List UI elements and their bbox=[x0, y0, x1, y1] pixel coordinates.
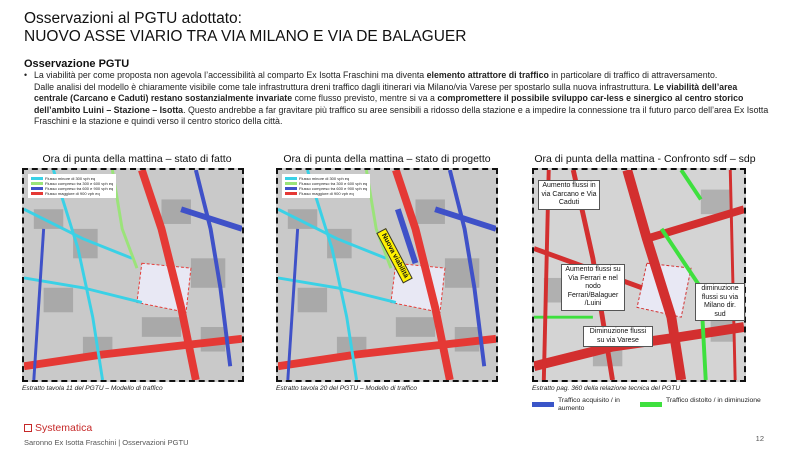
page-title bbox=[24, 10, 764, 46]
text-p1c: in particolare di traffico di attraversamento. bbox=[548, 70, 718, 80]
legend-label: Flusso compreso tra 300 e 600 vph eq bbox=[45, 181, 114, 186]
legend-swatch bbox=[31, 192, 43, 195]
text-p1b: elemento attrattore di traffico bbox=[426, 70, 549, 80]
legend-label: Flusso minore di 300 vph eq bbox=[299, 176, 350, 181]
callout-via-varese: Diminuzione flussi su via Varese bbox=[583, 326, 653, 347]
text-p2c: come flusso previsto, mentre si va a bbox=[292, 93, 438, 104]
page-number: 12 bbox=[755, 434, 764, 443]
map-1-legend bbox=[28, 174, 116, 198]
panel-2-source: Estratto tavola 20 del PGTU – Modello di traffico bbox=[276, 385, 418, 392]
panel-1-caption: Ora di punta della mattina – stato di fatto bbox=[42, 153, 232, 165]
callout-via-milano: diminuzione flussi su via Milano dir. sud bbox=[695, 283, 745, 321]
text-p1a: La viabilità per come proposta non agevola l’accessibilità al comparto Ex Isotta Fraschini ma diventa bbox=[34, 70, 427, 80]
brand-logo bbox=[24, 422, 92, 434]
legend-label: Flusso compreso tra 300 e 600 vph eq bbox=[299, 181, 368, 186]
legend-swatch bbox=[31, 177, 43, 180]
legend-label: Flusso compreso tra 600 e 900 vph eq bbox=[45, 186, 114, 191]
brand-square-icon bbox=[24, 424, 32, 432]
callout-carcano-caduti: Aumento flussi in via Carcano e Via Caduti bbox=[538, 180, 600, 210]
new-road-label: Nuova viabilità bbox=[376, 228, 413, 284]
text-p2d: compromettere il possibile sviluppo car-less e sinergico al centro storico dell’ambito Luini – Stazione – Isotta bbox=[34, 93, 744, 115]
observation-paragraph bbox=[24, 70, 770, 128]
footer-text: Saronno Ex Isotta Fraschini | Osservazioni PGTU bbox=[24, 438, 189, 447]
legend-diverted-label: Traffico distolto / in diminuzione bbox=[666, 397, 761, 404]
bullet-dot: • bbox=[24, 70, 28, 80]
text-p2b: Le viabilità dell’area centrale (Carcano e Caduti) restano sostanzialmente invariate bbox=[34, 81, 738, 104]
legend-label: Flusso minore di 300 vph eq bbox=[45, 176, 96, 181]
legend-acquired-label: Traffico acquisito / in aumento bbox=[558, 397, 620, 412]
text-p2e: . Questo andrebbe a far gravitare più traffico su aree sensibili a ridosso della stazione e a impedire la connessione tra il futuro parco dell’area Ex Isotta Fraschini e la stazione e quindi verso il centro storico della città. bbox=[34, 104, 769, 127]
legend-label: Flusso compreso tra 600 e 900 vph eq bbox=[299, 186, 368, 191]
map-stato-di-fatto[interactable] bbox=[22, 168, 244, 382]
map-1-graphic bbox=[24, 170, 242, 380]
panel-1-source: Estratto tavola 11 del PGTU – Modello di traffico bbox=[22, 385, 163, 392]
title-line-2: NUOVO ASSE VIARIO TRA VIA MILANO E VIA DE BALAGUER bbox=[24, 28, 467, 45]
map-stato-di-progetto[interactable] bbox=[276, 168, 498, 382]
legend-swatch bbox=[31, 182, 43, 185]
panel-2-caption: Ora di punta della mattina – stato di progetto bbox=[283, 153, 491, 165]
legend-swatch bbox=[285, 192, 297, 195]
legend-swatch bbox=[285, 187, 297, 190]
brand-name: Systematica bbox=[35, 422, 93, 434]
panel-3-caption: Ora di punta della mattina - Confronto sdf – sdp bbox=[534, 153, 756, 165]
legend-swatch bbox=[31, 187, 43, 190]
legend-label: Flusso maggiore di 900 vph eq bbox=[299, 191, 354, 196]
title-line-1: Osservazioni al PGTU adottato: bbox=[24, 10, 242, 27]
legend-diverted-swatch bbox=[640, 402, 662, 407]
callout-ferrari-balaguer: Aumento flussi su Via Ferrari e nel nodo Ferrari/Balaguer /Luini bbox=[561, 264, 625, 311]
map-2-graphic bbox=[278, 170, 496, 380]
map-2-legend bbox=[282, 174, 370, 198]
legend-label: Flusso maggiore di 900 vph eq bbox=[45, 191, 100, 196]
legend-acquired-swatch bbox=[532, 402, 554, 407]
panel-3-source: Estratto pag. 360 della relazione tecnica del PGTU bbox=[532, 385, 681, 392]
legend-swatch bbox=[285, 177, 297, 180]
text-p2a: Dalle analisi del modello è chiaramente visibile come tale infrastruttura dreni traffico dagli itinerari via Milano/via Varese per spostarlo sulla nuova infrastruttura. bbox=[34, 81, 654, 92]
legend-swatch bbox=[285, 182, 297, 185]
section-subtitle: Osservazione PGTU bbox=[24, 58, 130, 70]
